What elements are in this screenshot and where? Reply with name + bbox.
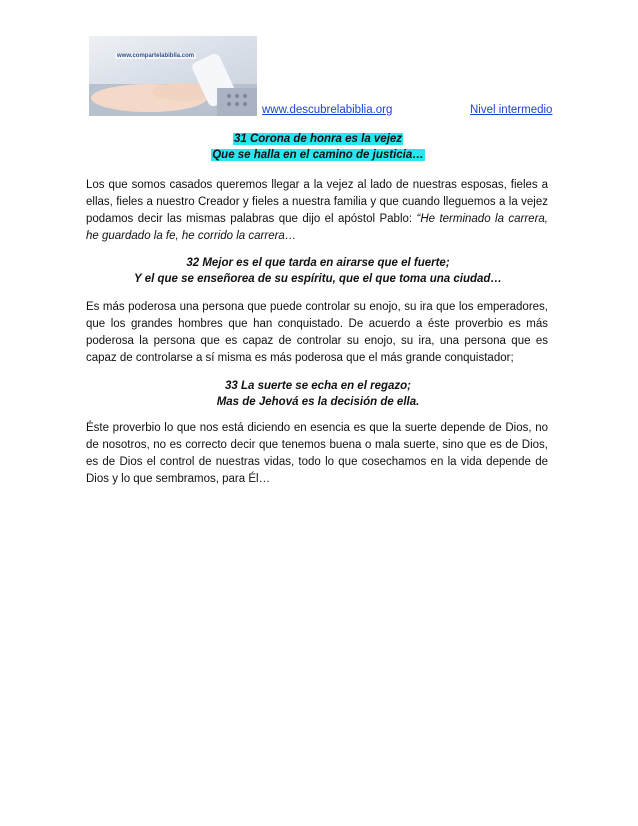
verse-31 <box>83 131 553 163</box>
verse-33 <box>83 378 553 410</box>
verse-31-line-2: Que se halla en el camino de justicia… <box>212 149 424 161</box>
photo-watermark: www.compartelabiblia.com <box>117 53 195 59</box>
header-links <box>0 104 638 120</box>
verse-31-line-1: 31 Corona de honra es la vejez <box>233 133 403 145</box>
verse-32 <box>83 255 553 287</box>
paragraph-1 <box>86 177 548 245</box>
verse-32-line-1: 32 Mejor es el que tarda en airarse que el fuerte; <box>186 257 450 269</box>
paragraph-2-text: Es más poderosa una persona que puede controlar su enojo, su ira que los emperadores, que los grandes hombres que han conquistado. De acuerdo a éste proverbio es más poderosa la persona que es capaz de controlar su enojo, su ira, una persona que es capaz de controlarse a sí misma es más poderosa que el más grande conquistador; <box>86 301 548 364</box>
paragraph-1-quote: “He terminado la carrera, he guardado la fe, he corrido la carrera… <box>86 213 548 242</box>
site-link[interactable]: www.descubrelabiblia.org <box>262 104 393 116</box>
verse-33-line-2: Mas de Jehová es la decisión de ella. <box>216 396 420 408</box>
paragraph-3 <box>86 420 548 488</box>
verse-33-line-1: 33 La suerte se echa en el regazo; <box>224 380 411 392</box>
level-link[interactable]: Nivel intermedio <box>470 104 553 116</box>
paragraph-3-text: Éste proverbio lo que nos está diciendo en esencia es que la suerte depende de Dios, no de nosotros, no es correcto decir que tenemos buena o mala suerte, sino que es de Dios, es de Dios el control de nuestras vidas, todo lo que cosechamos en la vida depende de Dios y lo que sembramos, para Él… <box>86 422 548 485</box>
verse-32-line-2: Y el que se enseñorea de su espíritu, que el que toma una ciudad… <box>134 273 502 285</box>
paragraph-1-text: Los que somos casados queremos llegar a la vejez al lado de nuestras esposas, fieles a ellas, fieles a nuestro Creador y fieles a nuestra familia y que cuando lleguemos a la vejez podamos decir las mismas palabras que dijo el apóstol Pablo: <box>86 179 548 225</box>
paragraph-2 <box>86 299 548 367</box>
